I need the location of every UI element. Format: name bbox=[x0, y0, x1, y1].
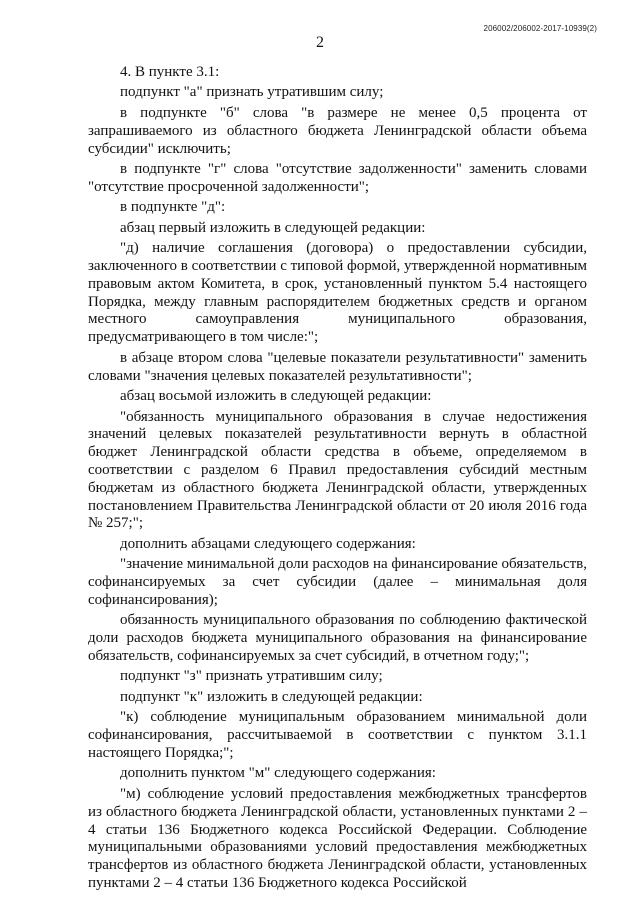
paragraph-subitem-k-text: "к) соблюдение муниципальным образованием минимальной доли софинансирования, рассчитываемой в соответствии с пунктом 3.1.1 настоящего Порядка;"; bbox=[88, 709, 587, 761]
paragraph-subitem-g: в подпункте "г" слова "отсутствие задолженности" заменить словами "отсутствие просроченной задолженности"; bbox=[88, 161, 587, 195]
paragraph-eighth-abzac-note: абзац восьмой изложить в следующей редакции: bbox=[120, 388, 432, 405]
paragraph-subitem-b: в подпункте "б" слова "в размере не менее 0,5 процента от запрашиваемого из областного бюджета Ленинградской области объема субсидии" исключить; bbox=[88, 104, 587, 157]
paragraph-add-abzacs: дополнить абзацами следующего содержания: bbox=[120, 535, 416, 552]
paragraph-subitem-d-intro: в подпункте "д": bbox=[120, 199, 226, 216]
paragraph-first-abzac-note: абзац первый изложить в следующей редакции: bbox=[120, 219, 426, 236]
paragraph-obligation-return: "обязанность муниципального образования в случае недостижения значений целевых показателей результативности вернуть в областной бюджет Ленинградской области средства в объеме, определяемом в соответствии с разделом 6 Правил предоставления субсидий местным бюджетам из областного бюджета Ленинградской области, утвержденных постановлением Правительства Ленинградской области от 20 июля 2016 года № 257;"; bbox=[88, 408, 587, 532]
paragraph-min-share: "значение минимальной доли расходов на финансирование обязательств, софинансируемых за счет субсидии (далее – минимальная доля софинансирования); bbox=[88, 556, 587, 608]
paragraph-add-m-intro: дополнить пунктом "м" следующего содержания: bbox=[120, 765, 436, 782]
document-body bbox=[88, 64, 587, 895]
document-registration-code: 206002/206002-2017-10939(2) bbox=[483, 24, 597, 33]
paragraph-subitem-d-text: "д) наличие соглашения (договора) о предоставлении субсидии, заключенного в соответствии с типовой формой, утвержденной нормативным правовым актом Комитета, в срок, установленный пунктом 5.4 настоящего Порядка, между главным распорядителем бюджетных средств и органом местного самоуправления муниципального образования, предусматривающего в том числе:"; bbox=[88, 240, 587, 346]
page-number: 2 bbox=[316, 34, 324, 51]
paragraph-subitem-z: подпункт "з" признать утратившим силу; bbox=[120, 668, 383, 685]
paragraph-subitem-a: подпункт "а" признать утратившим силу; bbox=[120, 84, 384, 101]
paragraph-obligation-share: обязанность муниципального образования по соблюдению фактической доли расходов бюджета муниципального образования на финансирование обязательств, софинансируемых за счет субсидий, в отчетном году;"; bbox=[88, 612, 587, 664]
paragraph-subitem-k-intro: подпункт "к" изложить в следующей редакции: bbox=[120, 688, 423, 705]
paragraph-subitem-m-text: "м) соблюдение условий предоставления межбюджетных трансфертов из областного бюджета Ленинградской области, установленных пунктами 2 – 4 статьи 136 Бюджетного кодекса Российской Федерации. Соблюдение муниципальными образованиями условий предоставления межбюджетных трансфертов из областного бюджета Ленинградской области, установленных пунктами 2 – 4 статьи 136 Бюджетного кодекса Российской bbox=[88, 785, 587, 891]
paragraph-item-4-heading: 4. В пункте 3.1: bbox=[120, 64, 220, 80]
paragraph-second-abzac: в абзаце втором слова "целевые показатели результативности" заменить словами "значения целевых показателей результативности"; bbox=[88, 349, 587, 384]
